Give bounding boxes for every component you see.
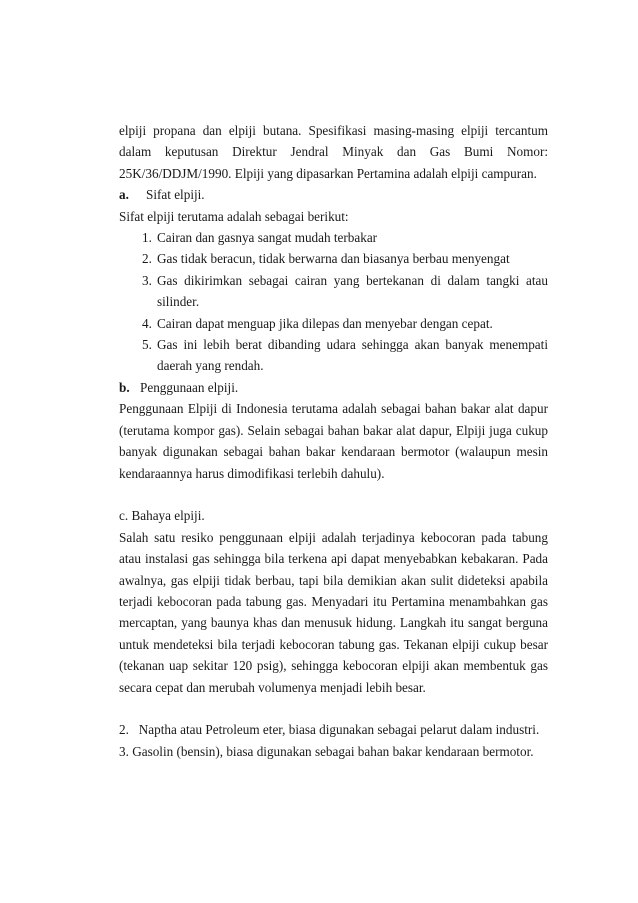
section-b-body: Penggunaan Elpiji di Indonesia terutama adalah sebagai bahan bakar alat dapur (terutama kompor gas). Selain sebagai bahan bakar alat dapur, Elpiji juga cukup banyak digunakan sebagai bahan bakar kendaraan bermotor (walaupun mesin kendaraannya harus dimodifikasi terlebih dahulu). — [119, 401, 548, 481]
list-item — [119, 334, 548, 377]
list-item-number: 1. — [142, 230, 152, 246]
intro-paragraph: elpiji propana dan elpiji butana. Spesifikasi masing-masing elpiji tercantum dalam keputusan Direktur Jendral Minyak dan Gas Bumi Nomor: 25K/36/DDJM/1990. Elpiji yang dipasarkan Pertamina adalah elpiji campuran. — [119, 123, 548, 181]
list-item-number: 5. — [142, 337, 152, 353]
section-b-marker: b. — [119, 379, 130, 395]
list-item-text: Gas dikirimkan sebagai cairan yang bertekanan di dalam tangki atau silinder. — [157, 272, 548, 310]
list-item — [119, 313, 548, 334]
paragraph-gap — [119, 698, 548, 719]
section-a-lead: Sifat elpiji terutama adalah sebagai berikut: — [119, 208, 349, 224]
paragraph-gap — [119, 484, 548, 505]
list-item-text: Gas tidak beracun, tidak berwarna dan biasanya berbau menyengat — [157, 251, 510, 267]
list-item — [119, 248, 548, 269]
item-2-line: 2. Naptha atau Petroleum eter, biasa digunakan sebagai pelarut dalam industri. — [119, 722, 540, 738]
item-3-line: 3. Gasolin (bensin), biasa digunakan sebagai bahan bakar kendaraan bermotor. — [119, 743, 534, 759]
section-c-heading: c. Bahaya elpiji. — [119, 508, 205, 524]
section-b-heading — [119, 377, 548, 398]
list-item-text: Cairan dan gasnya sangat mudah terbakar — [157, 230, 378, 246]
section-a-marker: a. — [119, 187, 129, 203]
section-c-body: Salah satu resiko penggunaan elpiji adalah terjadinya kebocoran pada tabung atau instalasi gas sehingga bila terkena api dapat menyebabkan kebakaran. Pada awalnya, gas elpiji tidak berbau, tapi bila demikian akan sulit dideteksi apabila terjadi kebocoran pada tabung gas. Menyadari itu Pertamina menambahkan gas mercaptan, yang baunya khas dan menusuk hidung. Langkah itu sangat berguna untuk mendeteksi bila terjadi kebocoran tabung gas. Tekanan elpiji cukup besar (tekanan uap sekitar 120 psig), sehingga kebocoran elpiji akan membentuk gas secara cepat dan merubah volumenya menjadi lebih besar. — [119, 529, 548, 695]
list-item — [119, 270, 548, 313]
list-item-number: 2. — [142, 251, 152, 267]
list-item-text: Gas ini lebih berat dibanding udara sehingga akan banyak menempati daerah yang rendah. — [157, 337, 548, 374]
list-item-number: 4. — [142, 315, 152, 331]
section-a-title: Sifat elpiji. — [146, 187, 205, 203]
list-item — [119, 227, 548, 248]
list-item-number: 3. — [142, 272, 152, 288]
section-a-heading — [119, 184, 548, 205]
properties-list — [119, 227, 548, 377]
page-content — [119, 120, 548, 762]
list-item-text: Cairan dapat menguap jika dilepas dan menyebar dengan cepat. — [157, 315, 493, 331]
section-b-title: Penggunaan elpiji. — [140, 379, 239, 395]
